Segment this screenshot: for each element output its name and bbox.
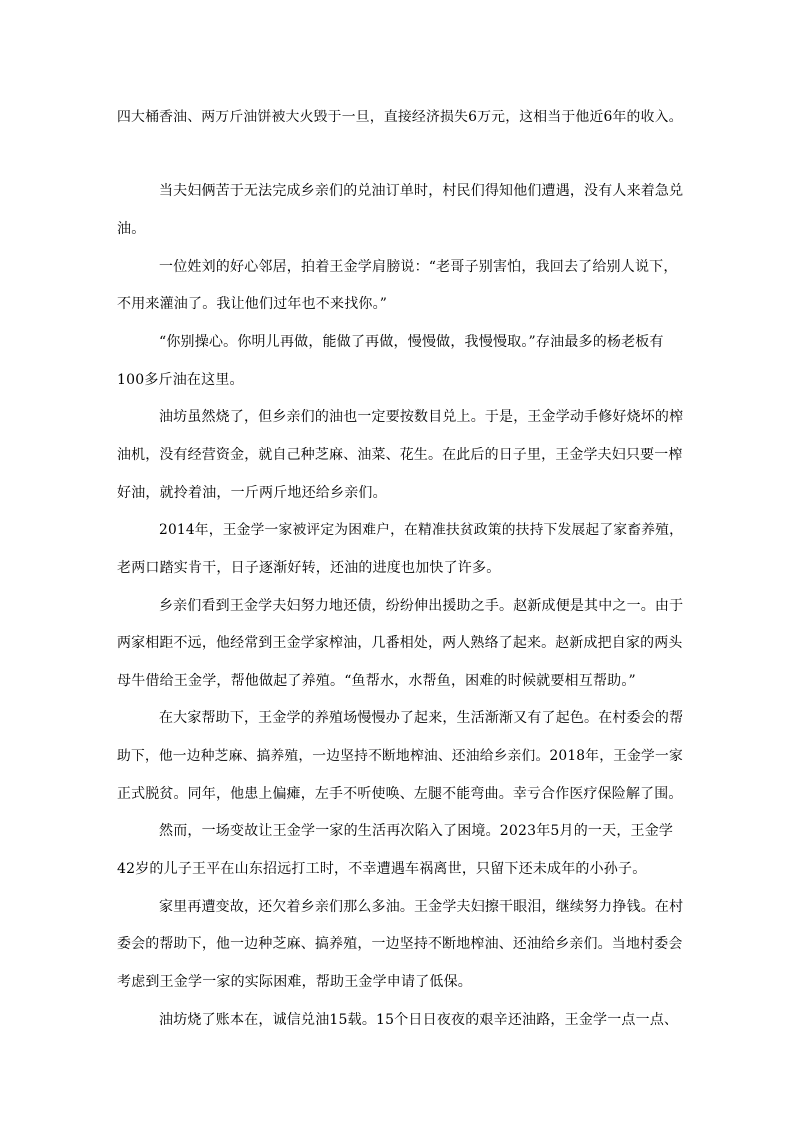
paragraph-line: 两家相距不远，他经常到王金学家榨油，几番相处，两人熟络了起来。赵新成把自家的两头 [117, 635, 683, 651]
paragraph-line: 42岁的儿子王平在山东招远打工时，不幸遭遇车祸离世，只留下还未成年的小孙子。 [117, 861, 647, 877]
paragraph-line: 正式脱贫。同年，他患上偏瘫，左手不听使唤、左腿不能弯曲。幸亏合作医疗保险解了围。 [117, 786, 683, 802]
paragraph-line: 四大桶香油、两万斤油饼被大火毁于一旦，直接经济损失6万元，这相当于他近6年的收入。 [117, 109, 683, 125]
paragraph-line: 油坊烧了账本在，诚信兑油15载。15个日日夜夜的艰辛还油路，王金学一点一点、 [159, 1012, 679, 1028]
paragraph-line: 乡亲们看到王金学夫妇努力地还债，纷纷伸出援助之手。赵新成便是其中之一。由于 [159, 598, 684, 614]
paragraph-line: 然而，一场变故让王金学一家的生活再次陷入了困境。2023年5月的一天，王金学 [159, 823, 674, 839]
paragraph-line: 100多斤油在这里。 [117, 372, 244, 388]
paragraph-line: 一位姓刘的好心邻居，拍着王金学肩膀说：“老哥子别害怕，我回去了给别人说下， [159, 259, 678, 275]
paragraph-line: 当夫妇俩苦于无法完成乡亲们的兑油订单时，村民们得知他们遭遇，没有人来着急兑 [159, 183, 684, 199]
paragraph-line: 在大家帮助下，王金学的养殖场慢慢办了起来，生活渐渐又有了起色。在村委会的帮 [159, 710, 684, 726]
paragraph-line: 2014年，王金学一家被评定为困难户，在精准扶贫政策的扶持下发展起了家畜养殖， [159, 522, 684, 538]
paragraph-line: 助下，他一边种芝麻、搞养殖，一边坚持不断地榨油、还油给乡亲们。2018年，王金学一家 [117, 748, 683, 764]
paragraph-line: 家里再遭变故，还欠着乡亲们那么多油。王金学夫妇擦干眼泪，继续努力挣钱。在村 [159, 899, 684, 915]
paragraph-line: 好油，就拎着油，一斤两斤地还给乡亲们。 [117, 485, 387, 501]
paragraph-line: 考虑到王金学一家的实际困难，帮助王金学申请了低保。 [117, 974, 472, 990]
paragraph-line: 委会的帮助下，他一边种芝麻、搞养殖，一边坚持不断地榨油、还油给乡亲们。当地村委会 [117, 936, 683, 952]
paragraph-line: “你别操心。你明儿再做，能做了再做，慢慢做，我慢慢取。”存油最多的杨老板有 [159, 334, 664, 350]
paragraph-line: 油机，没有经营资金，就自己种芝麻、油菜、花生。在此后的日子里，王金学夫妇只要一榨 [117, 447, 683, 463]
paragraph-line: 油坊虽然烧了，但乡亲们的油也一定要按数目兑上。于是，王金学动手修好烧坏的榨 [159, 409, 684, 425]
paragraph-line: 不用来灌油了。我让他们过年也不来找你。” [117, 296, 388, 312]
paragraph-line: 母牛借给王金学，帮他做起了养殖。“鱼帮水，水帮鱼，困难的时候就要相互帮助。” [117, 673, 636, 689]
paragraph-line: 老两口踏实肯干，日子逐渐好转，还油的进度也加快了许多。 [117, 560, 501, 576]
paragraph-line: 油。 [117, 221, 146, 237]
